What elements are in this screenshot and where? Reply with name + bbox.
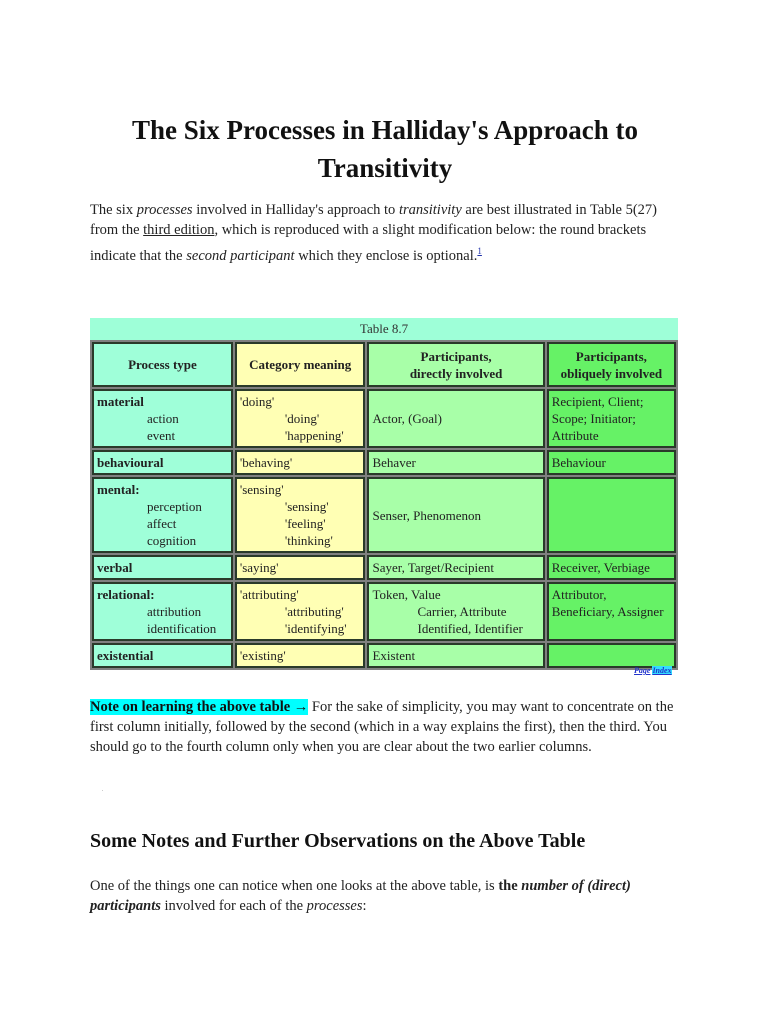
meaning-sub: 'attributing' [284, 604, 344, 619]
table-row [92, 643, 676, 668]
meaning: 'doing' [239, 394, 275, 409]
direct: Token, Value [372, 587, 441, 602]
cell-direct: Actor, (Goal) [367, 389, 544, 448]
cell-oblique: Attributor, Beneficiary, Assigner [547, 582, 676, 641]
cell-process [92, 450, 233, 475]
obs-text: : [362, 898, 367, 914]
table-row [92, 450, 676, 475]
meaning: 'attributing' [239, 587, 299, 602]
cell-meaning [235, 477, 366, 553]
process-sub: identification [147, 621, 217, 636]
table-header-row [92, 342, 676, 387]
header-direct-participants [367, 342, 544, 387]
cell-oblique [547, 477, 676, 553]
term-transitivity: transitivity [398, 202, 462, 218]
process-sub: affect [147, 516, 177, 531]
obs-bold: the [498, 878, 522, 894]
observations-paragraph [90, 876, 680, 916]
cell-meaning: 'saying' [235, 555, 366, 580]
meaning: 'sensing' [239, 482, 284, 497]
table-row [92, 582, 676, 641]
cell-process [92, 555, 233, 580]
header-line: Participants, [420, 348, 492, 364]
obs-bold-italic: number of (direct) participants [90, 878, 631, 914]
process-sub: event [147, 428, 176, 443]
process-name: mental: [97, 482, 140, 497]
process-name: relational: [97, 587, 155, 602]
obs-text: One of the things one can notice when one looks at the above table, is [90, 878, 499, 894]
meaning-sub: 'identifying' [284, 621, 347, 636]
cell-direct: Behaver [367, 450, 544, 475]
table-row [92, 555, 676, 580]
cell-process [92, 477, 233, 553]
section-heading: Some Notes and Further Observations on the Above Table [90, 830, 586, 852]
term-processes: processes [306, 898, 363, 914]
direct-sub: Carrier, Attribute [417, 604, 507, 619]
process-sub: action [147, 411, 179, 426]
process-name: behavioural [97, 455, 164, 470]
cell-oblique [547, 643, 676, 668]
cell-meaning: 'behaving' [235, 450, 366, 475]
cell-process [92, 389, 233, 448]
process-name: material [97, 394, 144, 409]
note-text: For the sake of simplicity, you may want to concentrate on the first column initially, followed by the second (which in a way explains the first), then the third. You should go to the fourth column only when you are clear about the two earlier columns. [90, 699, 674, 755]
cell-process [92, 582, 233, 641]
meaning-sub: 'feeling' [284, 516, 326, 531]
intro-text: are best illustrated in Table 5(27) from the [90, 202, 657, 238]
intro-paragraph [90, 200, 680, 266]
direct-sub: Identified, Identifier [417, 621, 523, 636]
cell-oblique: Behaviour [547, 450, 676, 475]
header-process-type: Process type [92, 342, 233, 387]
cell-meaning: 'existing' [235, 643, 366, 668]
cell-oblique: Recipient, Client; Scope; Initiator; Attribute [547, 389, 676, 448]
note-paragraph [90, 697, 680, 757]
process-sub: attribution [147, 604, 202, 619]
cell-process [92, 643, 233, 668]
header-line: directly involved [409, 365, 503, 381]
cell-meaning [235, 582, 366, 641]
intro-text: involved in Halliday's approach to [192, 202, 399, 218]
index-link[interactable]: Index [652, 666, 672, 675]
intro-text: , which is reproduced with a slight modification below: the round brackets indicate that the [90, 222, 647, 264]
header-line: Participants, [575, 348, 647, 364]
table-caption: Table 8.7 [90, 318, 678, 340]
table-row [92, 477, 676, 553]
header-oblique-participants [547, 342, 676, 387]
header-category-meaning: Category meaning [235, 342, 366, 387]
cell-direct: Senser, Phenomenon [367, 477, 544, 553]
page-link[interactable]: Page [634, 666, 651, 675]
term-processes: processes [136, 202, 193, 218]
header-line: obliquely involved [560, 365, 663, 381]
page-title: The Six Processes in Halliday's Approach to Transitivity [131, 115, 639, 183]
page-index-link[interactable] [634, 666, 672, 675]
process-name: existential [97, 648, 154, 663]
process-name: verbal [97, 560, 133, 575]
meaning-sub: 'happening' [284, 428, 344, 443]
footnote-link[interactable]: 1 [477, 246, 482, 256]
table-row [92, 389, 676, 448]
cell-direct [367, 582, 544, 641]
meaning-sub: 'sensing' [284, 499, 329, 514]
intro-text: The six [90, 202, 137, 218]
meaning-sub: 'thinking' [284, 533, 333, 548]
cell-direct: Sayer, Target/Recipient [367, 555, 544, 580]
cell-meaning [235, 389, 366, 448]
cell-oblique: Receiver, Verbiage [547, 555, 676, 580]
stray-mark [102, 790, 103, 791]
term-second-participant: second participant [186, 247, 295, 264]
third-edition-link[interactable]: third edition [143, 222, 215, 238]
note-highlight: Note on learning the above table → [90, 699, 309, 715]
obs-text: involved for each of the [160, 898, 307, 914]
intro-text: which they enclose is optional. [294, 247, 478, 264]
processes-table [90, 340, 678, 670]
cell-direct: Existent [367, 643, 544, 668]
meaning-sub: 'doing' [284, 411, 320, 426]
process-sub: cognition [147, 533, 197, 548]
process-sub: perception [147, 499, 202, 514]
